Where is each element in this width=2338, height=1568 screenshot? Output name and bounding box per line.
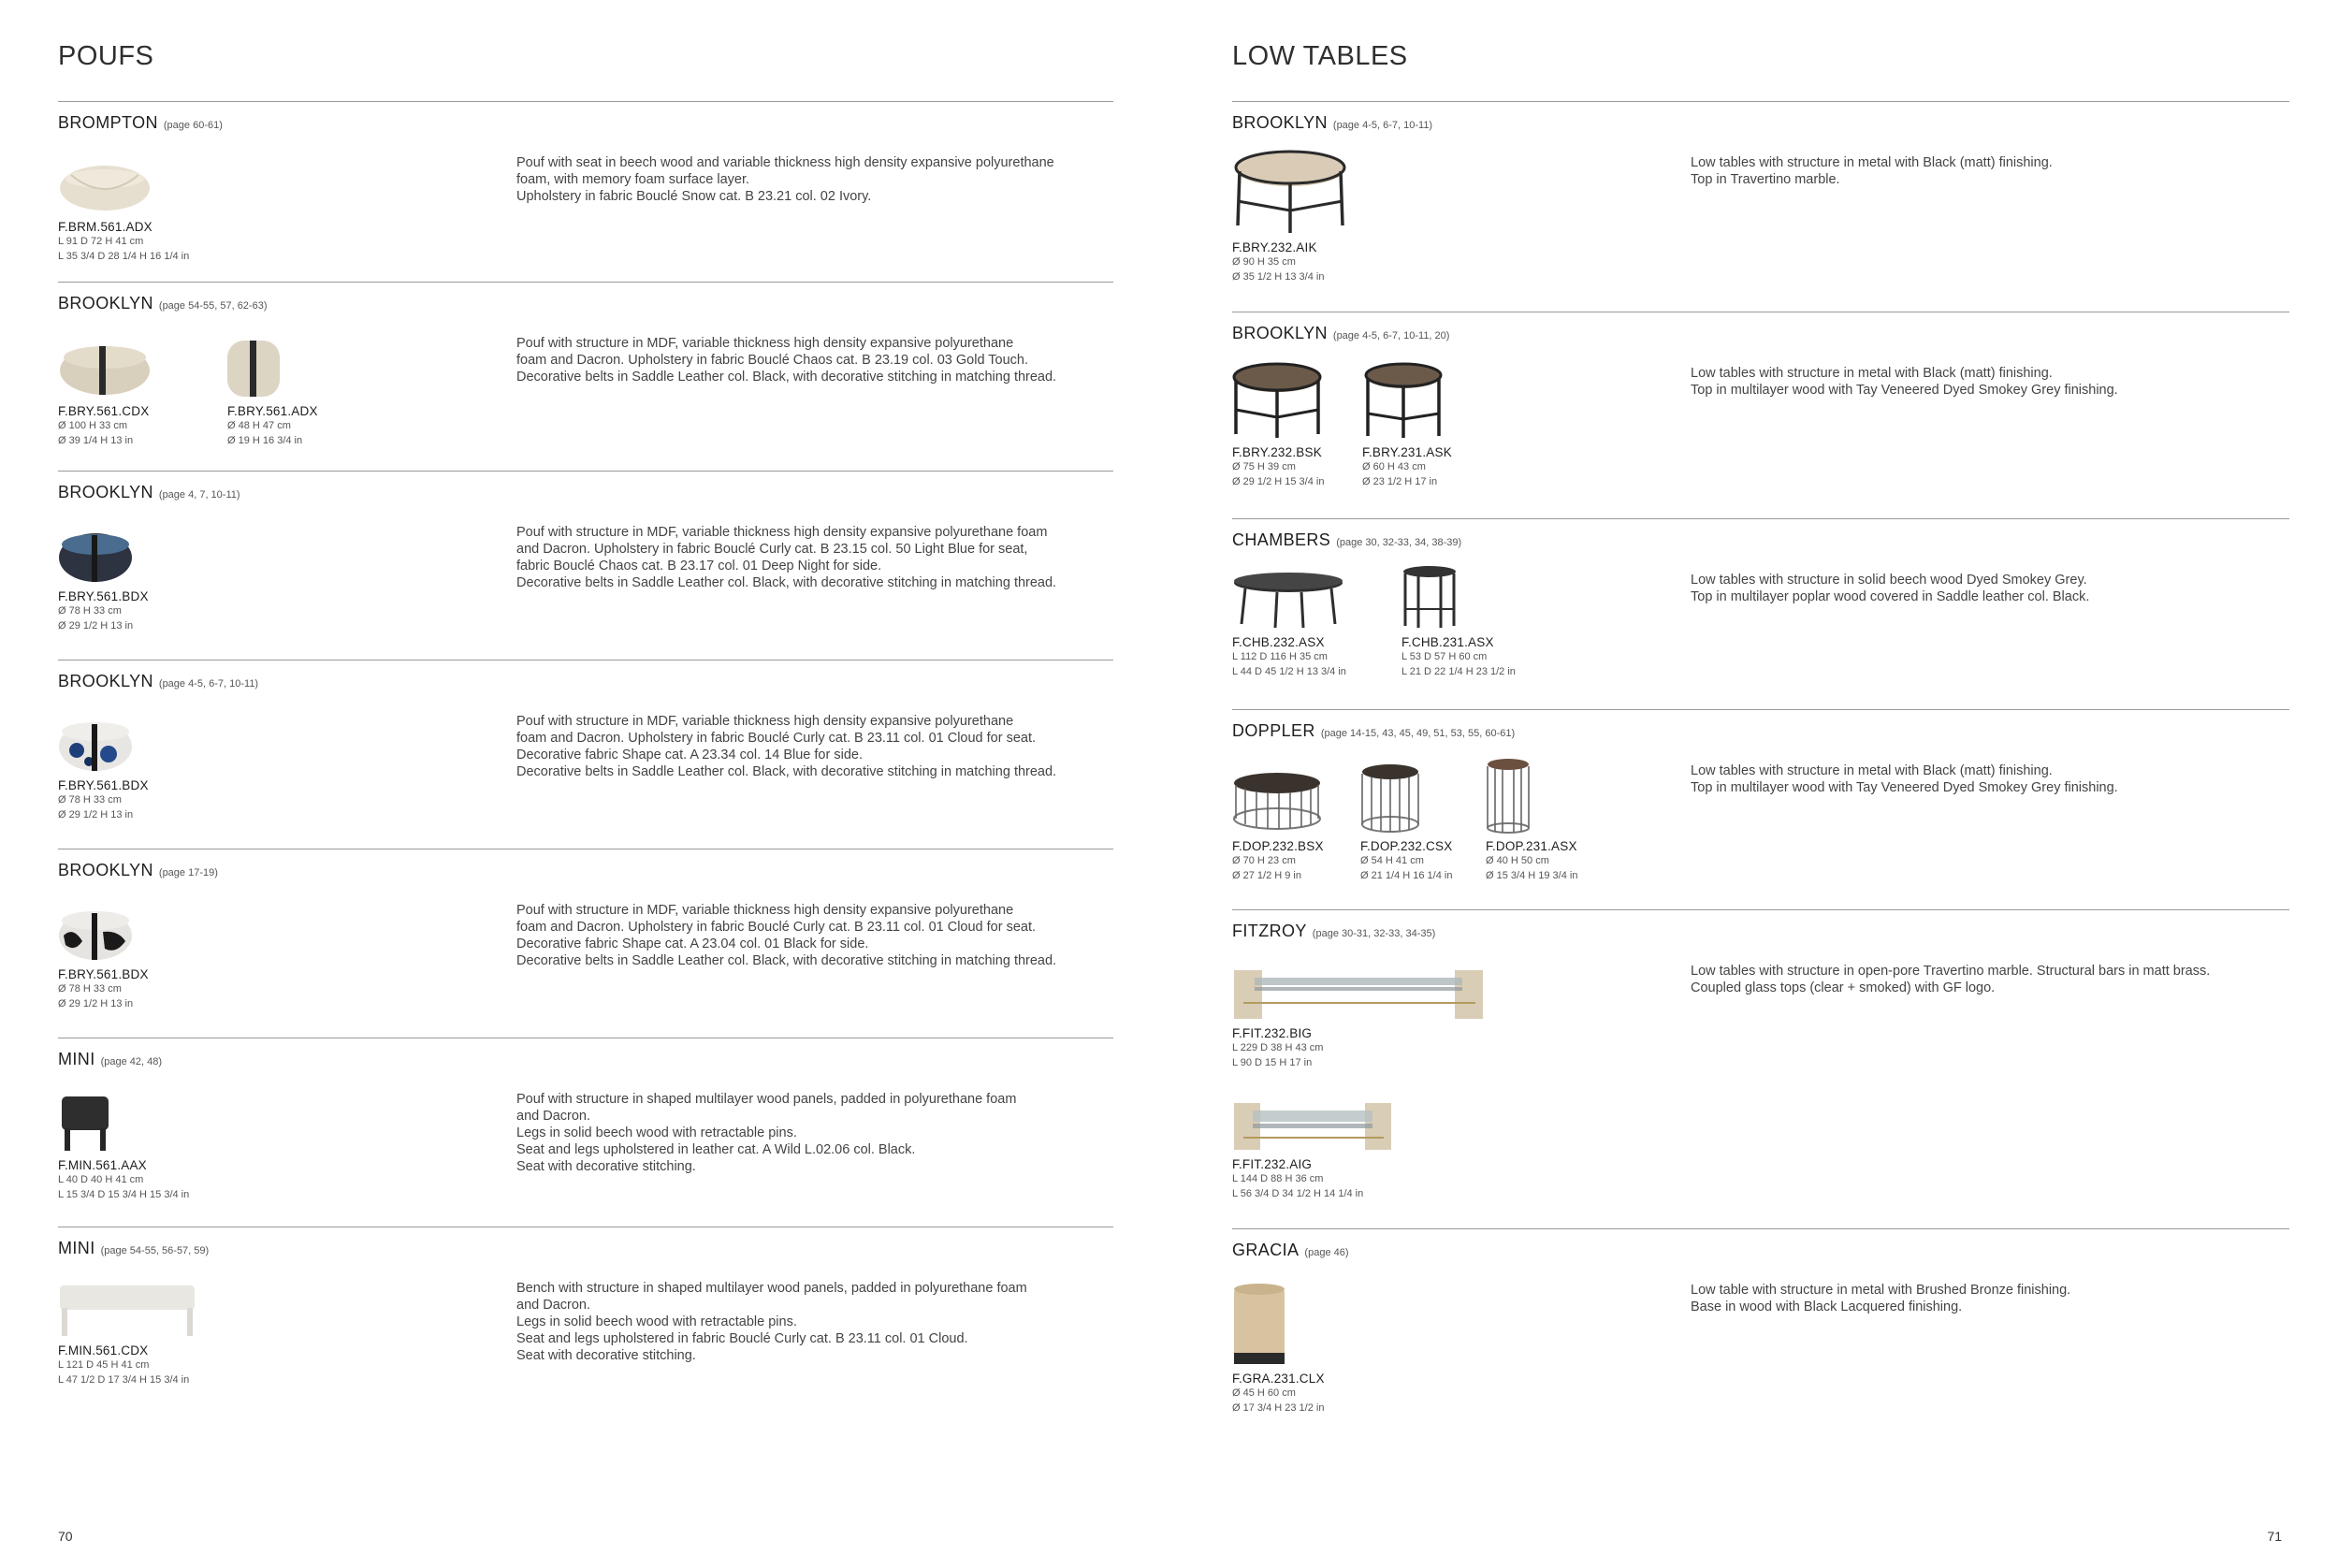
dimensions-cm: L 91 D 72 H 41 cm bbox=[58, 236, 144, 247]
product-description: Low tables with structure in metal with Black (matt) finishing. Top in Travertino marble. bbox=[1691, 155, 2053, 187]
pouf-image bbox=[58, 1093, 152, 1153]
page-number: 70 bbox=[58, 1529, 73, 1544]
page-ref: (page 30, 32-33, 34, 38-39) bbox=[1336, 537, 1462, 548]
page-ref: (page 42, 48) bbox=[100, 1056, 163, 1067]
product-description: Pouf with structure in MDF, variable thickness high density expansive polyurethane foam and Dacron. Upholstery in fabric Bouclé Curly cat. B 23.15 col. 50 Light Blue for seat, fabric Bouclé Chaos cat. B 23.17 col. 01 Deep Night for side. Decorative belts in Saddle Leather col. Black, with decorative stitching in matching thread. bbox=[516, 525, 1057, 590]
product-code: F.GRA.231.CLX bbox=[1232, 1372, 1325, 1386]
product-code: F.BRY.561.BDX bbox=[58, 778, 149, 792]
dimensions-cm: Ø 60 H 43 cm bbox=[1362, 461, 1426, 472]
table-image bbox=[1232, 1099, 1401, 1152]
dimensions-in: Ø 35 1/2 H 13 3/4 in bbox=[1232, 271, 1325, 283]
product-item bbox=[1232, 149, 1354, 284]
dimensions-cm: L 112 D 116 H 35 cm bbox=[1232, 651, 1328, 662]
product-entry bbox=[1232, 709, 2289, 909]
product-code: F.BRY.561.BDX bbox=[58, 967, 149, 981]
table-image bbox=[1486, 757, 1579, 834]
dimensions-in: L 47 1/2 D 17 3/4 H 15 3/4 in bbox=[58, 1374, 190, 1386]
product-item bbox=[58, 715, 152, 822]
page-ref: (page 4-5, 6-7, 10-11, 20) bbox=[1332, 330, 1450, 341]
product-item bbox=[227, 337, 321, 448]
pouf-image bbox=[58, 904, 152, 962]
dimensions-cm: L 53 D 57 H 60 cm bbox=[1401, 651, 1488, 662]
product-description: Pouf with seat in beech wood and variable thickness high density expansive polyurethane foam, with memory foam surface layer. Upholstery in fabric Bouclé Snow cat. B 23.21 col. 02 Ivory. bbox=[516, 155, 1054, 204]
product-entry bbox=[58, 471, 1113, 660]
product-entry bbox=[58, 849, 1113, 1038]
product-entry bbox=[58, 282, 1113, 471]
table-image bbox=[1360, 757, 1454, 834]
dimensions-cm: Ø 78 H 33 cm bbox=[58, 794, 122, 806]
dimensions-in: Ø 15 3/4 H 19 3/4 in bbox=[1486, 870, 1578, 881]
product-code: F.CHB.231.ASX bbox=[1401, 635, 1494, 649]
dimensions-in: Ø 27 1/2 H 9 in bbox=[1232, 870, 1301, 881]
product-code: F.BRY.232.BSK bbox=[1232, 445, 1322, 459]
product-item bbox=[1232, 361, 1326, 489]
page-ref: (page 60-61) bbox=[163, 120, 223, 131]
pouf-image bbox=[58, 526, 152, 584]
product-code: F.DOP.232.BSX bbox=[1232, 839, 1324, 853]
product-name: BROOKLYN (page 4-5, 6-7, 10-11) bbox=[58, 672, 259, 690]
product-item bbox=[1232, 564, 1354, 679]
product-code: F.BRY.561.BDX bbox=[58, 589, 149, 603]
product-code: F.BRY.561.CDX bbox=[58, 404, 150, 418]
product-item bbox=[58, 1093, 189, 1202]
product-code: F.CHB.232.ASX bbox=[1232, 635, 1325, 649]
page-ref: (page 54-55, 57, 62-63) bbox=[158, 300, 268, 312]
dimensions-cm: Ø 78 H 33 cm bbox=[58, 605, 122, 617]
dimensions-cm: Ø 78 H 33 cm bbox=[58, 983, 122, 995]
product-item bbox=[1360, 757, 1454, 883]
product-entry bbox=[58, 1227, 1113, 1416]
product-code: F.FIT.232.AIG bbox=[1232, 1157, 1313, 1171]
dimensions-cm: Ø 54 H 41 cm bbox=[1360, 855, 1424, 866]
product-code: F.DOP.231.ASX bbox=[1486, 839, 1577, 853]
product-description: Low tables with structure in metal with Black (matt) finishing. Top in multilayer wood with Tay Veneered Dyed Smokey Grey finishing. bbox=[1691, 366, 2118, 398]
dimensions-in: L 90 D 15 H 17 in bbox=[1232, 1057, 1313, 1068]
page-ref: (page 4-5, 6-7, 10-11) bbox=[158, 678, 259, 690]
dimensions-cm: L 229 D 38 H 43 cm bbox=[1232, 1042, 1324, 1053]
product-description: Pouf with structure in MDF, variable thickness high density expansive polyurethane foam and Dacron. Upholstery in fabric Bouclé Chaos cat. B 23.19 col. 03 Gold Touch. Decorative belts in Saddle Leather col. Black, with decorative stitching in matching thread. bbox=[516, 336, 1057, 385]
dimensions-cm: Ø 48 H 47 cm bbox=[227, 420, 291, 431]
dimensions-in: L 44 D 45 1/2 H 13 3/4 in bbox=[1232, 666, 1346, 677]
dimensions-cm: L 144 D 88 H 36 cm bbox=[1232, 1173, 1324, 1184]
page-ref: (page 17-19) bbox=[158, 867, 218, 878]
page-ref: (page 30-31, 32-33, 34-35) bbox=[1312, 928, 1436, 939]
dimensions-in: Ø 21 1/4 H 16 1/4 in bbox=[1360, 870, 1453, 881]
product-entry bbox=[58, 101, 1113, 282]
dimensions-cm: Ø 75 H 39 cm bbox=[1232, 461, 1296, 472]
product-entry bbox=[1232, 518, 2289, 709]
page-ref: (page 46) bbox=[1304, 1247, 1349, 1258]
product-item bbox=[58, 526, 152, 633]
page-ref: (page 4, 7, 10-11) bbox=[158, 489, 240, 501]
section-title: POUFS bbox=[58, 41, 154, 71]
product-description: Pouf with structure in MDF, variable thickness high density expansive polyurethane foam and Dacron. Upholstery in fabric Bouclé Curly cat. B 23.11 col. 01 Cloud for seat. Decorative fabric Shape cat. A 23.04 col. 01 Black for side. Decorative belts in Saddle Leather col. Black, with decorative stitching in matching thread. bbox=[516, 903, 1057, 968]
product-item bbox=[58, 1282, 198, 1387]
product-name: BROOKLYN (page 54-55, 57, 62-63) bbox=[58, 294, 268, 312]
product-description: Bench with structure in shaped multilayer wood panels, padded in polyurethane foam and Dacron. Legs in solid beech wood with retractable pins. Seat and legs upholstered in fabric Bouclé Curly cat. B 23.11 col. 01 Cloud. Seat with decorative stitching. bbox=[516, 1281, 1027, 1363]
product-entry bbox=[58, 660, 1113, 849]
dimensions-cm: Ø 45 H 60 cm bbox=[1232, 1387, 1296, 1399]
dimensions-cm: Ø 90 H 35 cm bbox=[1232, 256, 1296, 268]
dimensions-in: L 21 D 22 1/4 H 23 1/2 in bbox=[1401, 666, 1516, 677]
table-image bbox=[1232, 965, 1485, 1021]
product-code: F.FIT.232.BIG bbox=[1232, 1026, 1313, 1040]
table-image bbox=[1401, 564, 1495, 630]
dimensions-in: Ø 29 1/2 H 13 in bbox=[58, 998, 134, 1009]
product-name: BROOKLYN (page 4-5, 6-7, 10-11, 20) bbox=[1232, 324, 1450, 342]
product-entry bbox=[1232, 1228, 2289, 1445]
table-image bbox=[1232, 149, 1354, 235]
product-description: Low tables with structure in solid beech wood Dyed Smokey Grey. Top in multilayer poplar wood covered in Saddle leather col. Black. bbox=[1691, 573, 2090, 604]
product-code: F.MIN.561.CDX bbox=[58, 1343, 149, 1357]
product-entry bbox=[1232, 312, 2289, 518]
product-entry bbox=[1232, 909, 2289, 1228]
product-code: F.BRM.561.ADX bbox=[58, 220, 152, 234]
product-item bbox=[58, 337, 152, 448]
page-ref: (page 54-55, 56-57, 59) bbox=[100, 1245, 210, 1256]
product-name: BROOKLYN (page 4, 7, 10-11) bbox=[58, 483, 240, 501]
pouf-image bbox=[58, 337, 152, 399]
product-entry bbox=[58, 1038, 1113, 1227]
product-code: F.MIN.561.AAX bbox=[58, 1158, 147, 1172]
product-name: GRACIA (page 46) bbox=[1232, 1241, 1349, 1259]
page-ref: (page 4-5, 6-7, 10-11) bbox=[1332, 120, 1433, 131]
dimensions-in: L 35 3/4 D 28 1/4 H 16 1/4 in bbox=[58, 251, 190, 262]
product-item bbox=[1232, 1099, 1401, 1201]
product-entry bbox=[1232, 101, 2289, 312]
dimensions-in: Ø 19 H 16 3/4 in bbox=[227, 435, 303, 446]
product-item bbox=[1232, 757, 1326, 883]
dimensions-cm: L 40 D 40 H 41 cm bbox=[58, 1174, 144, 1185]
product-description: Low tables with structure in open-pore Travertino marble. Structural bars in matt brass. Coupled glass tops (clear + smoked) with GF logo. bbox=[1691, 964, 2211, 995]
product-item bbox=[1232, 1282, 1326, 1416]
product-item bbox=[1362, 361, 1456, 489]
dimensions-cm: Ø 100 H 33 cm bbox=[58, 420, 127, 431]
product-item bbox=[58, 904, 152, 1011]
section-title: LOW TABLES bbox=[1232, 41, 1408, 71]
dimensions-cm: Ø 70 H 23 cm bbox=[1232, 855, 1296, 866]
bench-image bbox=[58, 1282, 198, 1338]
product-name: FITZROY (page 30-31, 32-33, 34-35) bbox=[1232, 922, 1436, 940]
product-item bbox=[1401, 564, 1516, 679]
dimensions-in: L 56 3/4 D 34 1/2 H 14 1/4 in bbox=[1232, 1188, 1364, 1199]
table-image bbox=[1232, 1282, 1326, 1366]
product-description: Low tables with structure in metal with Black (matt) finishing. Top in multilayer wood with Tay Veneered Dyed Smokey Grey finishing. bbox=[1691, 763, 2118, 795]
product-code: F.BRY.561.ADX bbox=[227, 404, 318, 418]
table-image bbox=[1362, 361, 1456, 440]
dimensions-in: Ø 17 3/4 H 23 1/2 in bbox=[1232, 1402, 1325, 1414]
product-item bbox=[1232, 965, 1485, 1070]
pouf-image bbox=[58, 715, 152, 773]
product-name: CHAMBERS (page 30, 32-33, 34, 38-39) bbox=[1232, 530, 1462, 549]
product-code: F.DOP.232.CSX bbox=[1360, 839, 1453, 853]
dimensions-in: Ø 29 1/2 H 13 in bbox=[58, 809, 134, 820]
pouf-image bbox=[227, 337, 321, 399]
dimensions-in: Ø 29 1/2 H 13 in bbox=[58, 620, 134, 632]
table-image bbox=[1232, 361, 1326, 440]
product-name: BROOKLYN (page 4-5, 6-7, 10-11) bbox=[1232, 113, 1433, 132]
product-name: BROOKLYN (page 17-19) bbox=[58, 861, 218, 879]
product-name: BROMPTON (page 60-61) bbox=[58, 113, 223, 132]
product-code: F.BRY.232.AIK bbox=[1232, 240, 1317, 254]
dimensions-cm: L 121 D 45 H 41 cm bbox=[58, 1359, 150, 1371]
product-item bbox=[58, 156, 189, 264]
product-code: F.BRY.231.ASK bbox=[1362, 445, 1452, 459]
product-name: MINI (page 42, 48) bbox=[58, 1050, 163, 1068]
dimensions-in: Ø 39 1/4 H 13 in bbox=[58, 435, 134, 446]
dimensions-in: Ø 23 1/2 H 17 in bbox=[1362, 476, 1438, 487]
table-image bbox=[1232, 564, 1354, 630]
table-image bbox=[1232, 757, 1326, 834]
product-name: DOPPLER (page 14-15, 43, 45, 49, 51, 53, 55, 60-61) bbox=[1232, 721, 1516, 740]
pouf-image bbox=[58, 156, 152, 214]
product-description: Low table with structure in metal with Brushed Bronze finishing. Base in wood with Black Lacquered finishing. bbox=[1691, 1283, 2071, 1314]
dimensions-in: L 15 3/4 D 15 3/4 H 15 3/4 in bbox=[58, 1189, 190, 1200]
dimensions-in: Ø 29 1/2 H 15 3/4 in bbox=[1232, 476, 1325, 487]
page-number: 71 bbox=[2267, 1529, 2282, 1544]
dimensions-cm: Ø 40 H 50 cm bbox=[1486, 855, 1549, 866]
product-name: MINI (page 54-55, 56-57, 59) bbox=[58, 1239, 210, 1257]
product-item bbox=[1486, 757, 1579, 883]
product-description: Pouf with structure in MDF, variable thickness high density expansive polyurethane foam and Dacron. Upholstery in fabric Bouclé Curly cat. B 23.11 col. 01 Cloud for seat. Decorative fabric Shape cat. A 23.34 col. 14 Blue for side. Decorative belts in Saddle Leather col. Black, with decorative stitching in matching thread. bbox=[516, 714, 1057, 779]
product-description: Pouf with structure in shaped multilayer wood panels, padded in polyurethane foam and Dacron. Legs in solid beech wood with retractable pins. Seat and legs upholstered in leather cat. A Wild L.02.06 col. Black. Seat with decorative stitching. bbox=[516, 1092, 1017, 1174]
page-ref: (page 14-15, 43, 45, 49, 51, 53, 55, 60-61) bbox=[1320, 728, 1516, 739]
